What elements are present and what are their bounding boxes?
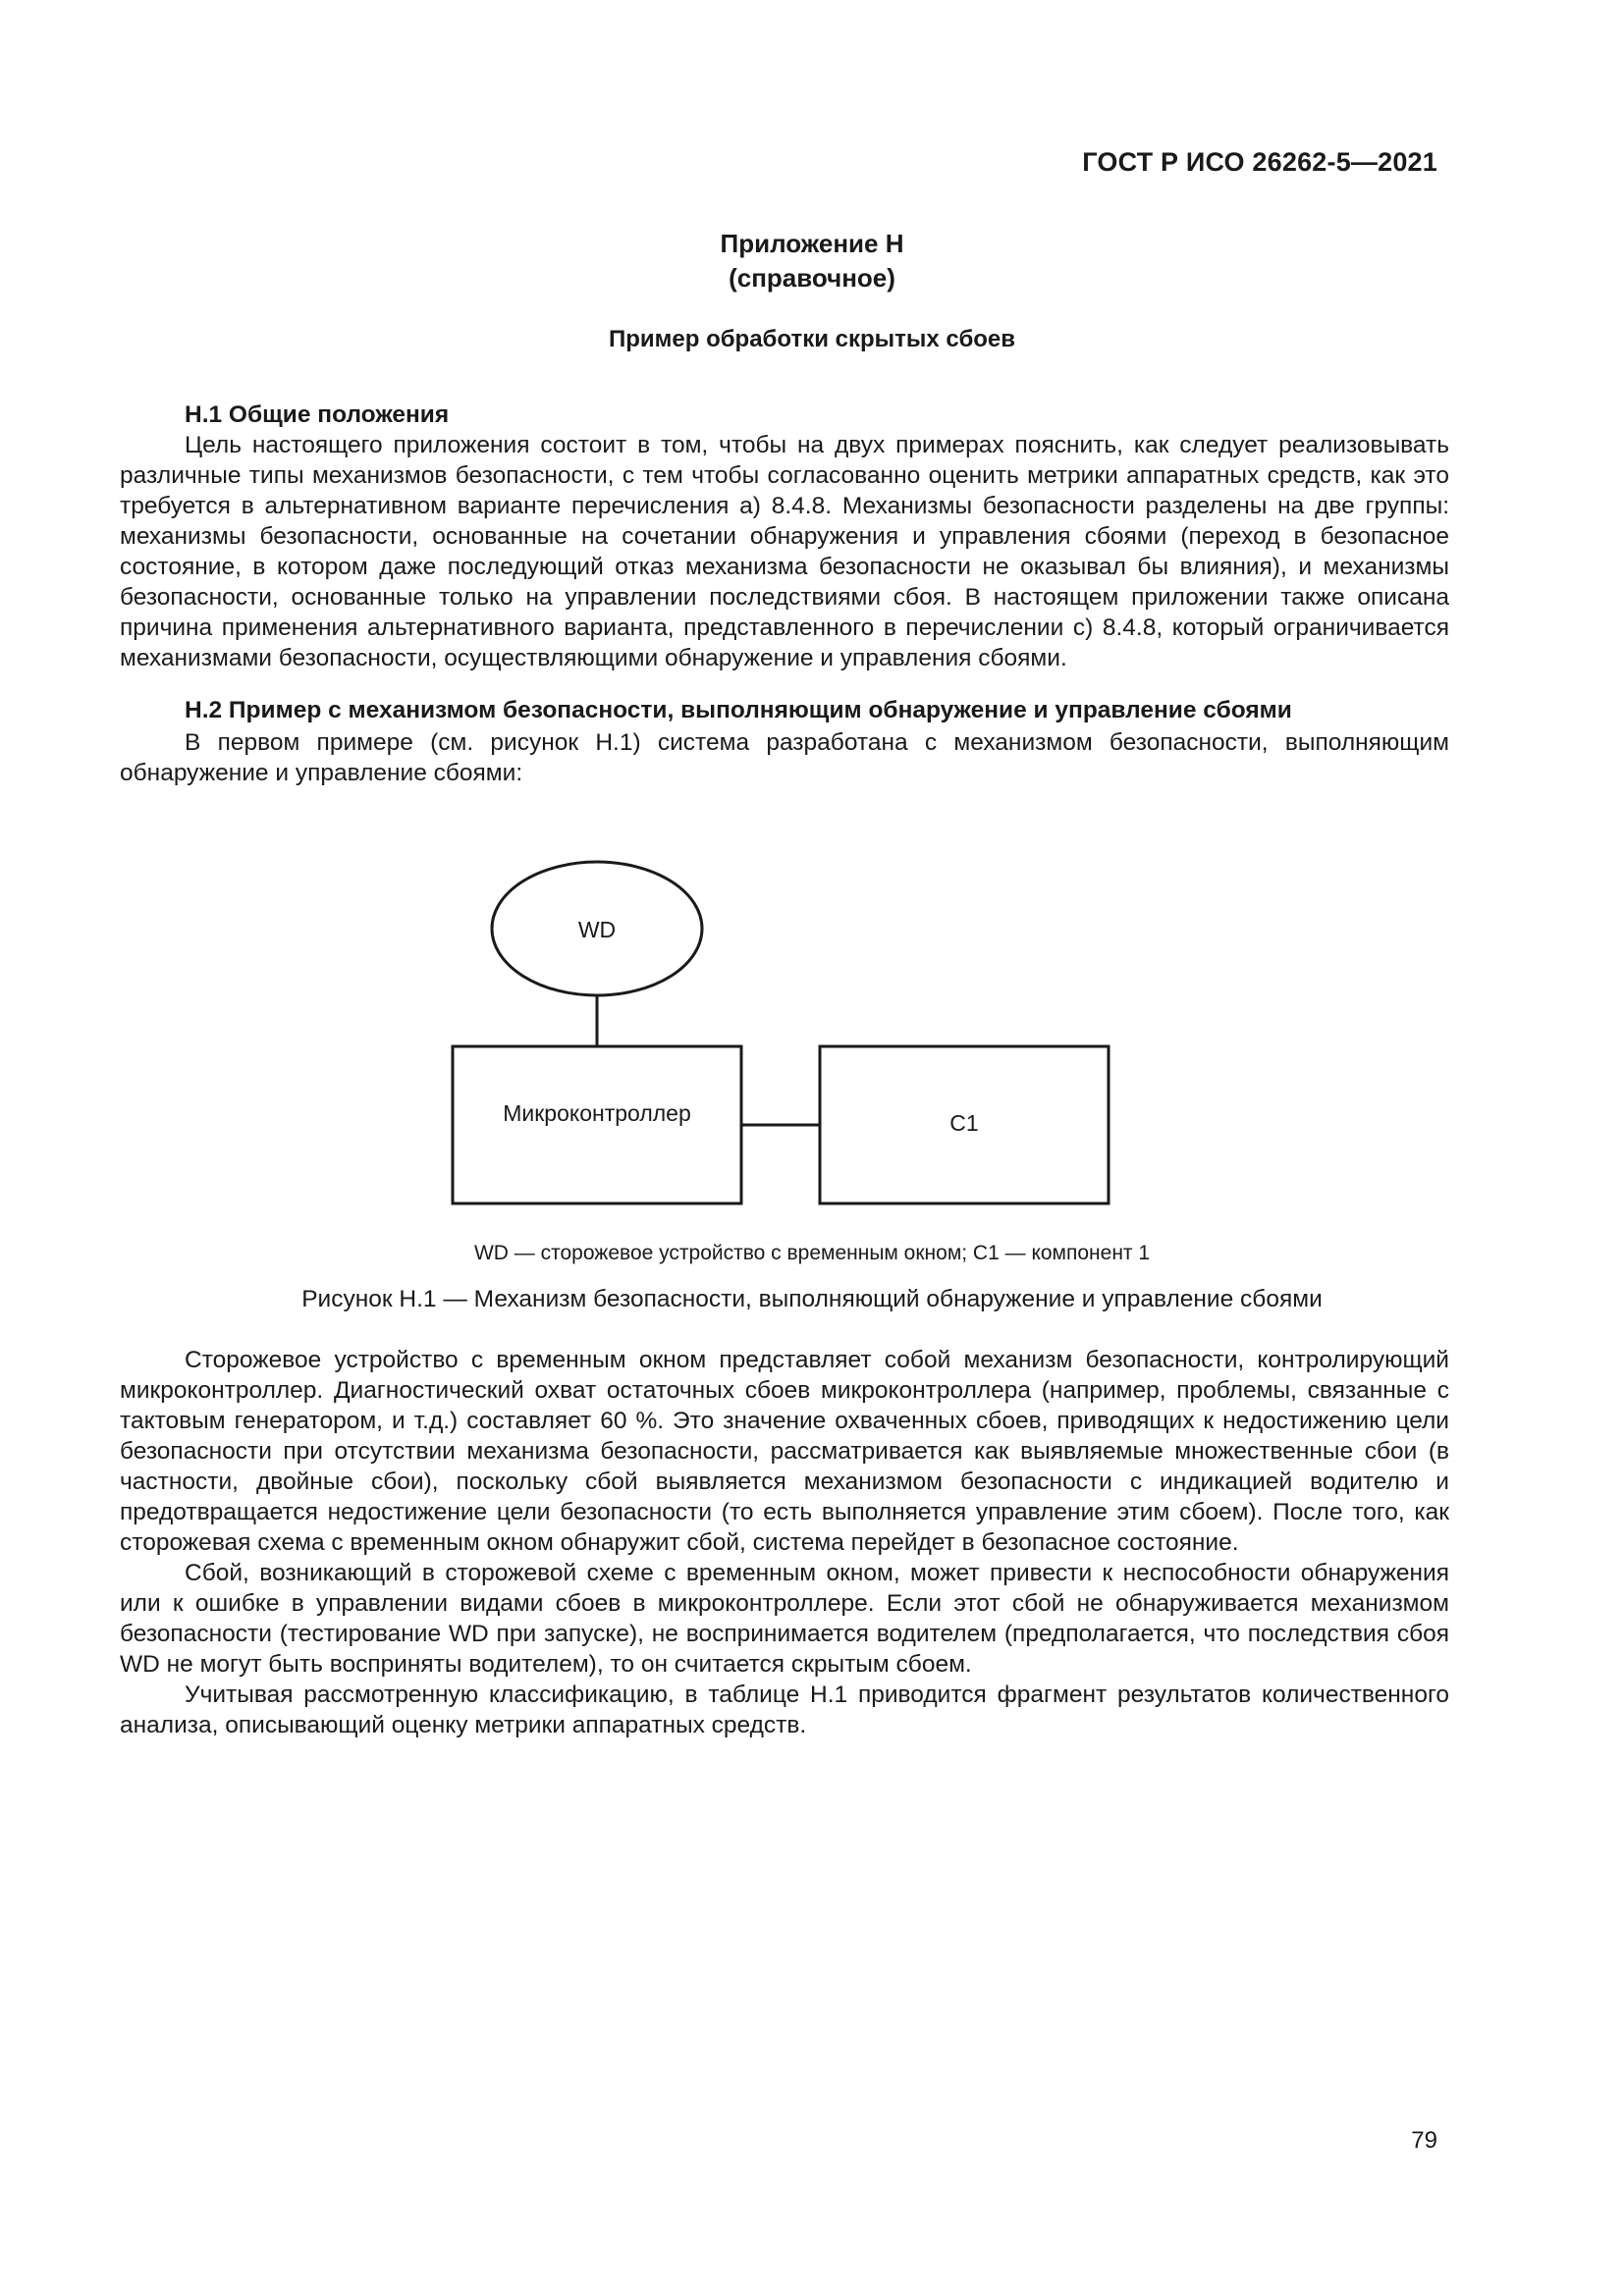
- microcontroller-label: Микроконтроллер: [503, 1100, 691, 1126]
- paragraph: Сторожевое устройство с временным окном представляет собой механизм безопасности, контролирующий микроконтроллер. Диагностический охват остаточных сбоев микроконтроллера (например, проблемы, связанные с тактовым генератором, и т.д.) составляет 60 %. Это значение охваченных сбоев, приводящих к недостижению цели безопасности при отсутствии механизма безопасности, рассматривается как выявляемые множественные сбои (в частности, двойные сбои), поскольку сбой выявляется механизмом безопасности с индикацией водителю и предотвращается недостижение цели безопасности (то есть выполняется управление этим сбоем). После того, как сторожевая схема с временным окном обнаружит сбой, система перейдет в безопасное состояние.: [120, 1347, 1449, 1556]
- page-number: 79: [1411, 2127, 1437, 2154]
- section-discussion: [120, 1345, 1449, 1740]
- figure-diagram: [0, 844, 1624, 1237]
- annex-status: (справочное): [729, 263, 895, 293]
- paragraph: В первом примере (см. рисунок Н.1) система разработана с механизмом безопасности, выполняющим обнаружение и управление сбоями:: [120, 729, 1449, 786]
- section-heading: Н.2 Пример с механизмом безопасности, выполняющим обнаружение и управление сбоями: [185, 697, 1292, 723]
- annex-title: Приложение Н: [720, 229, 904, 258]
- section-heading: Н.1 Общие положения: [185, 401, 450, 428]
- paragraph: Сбой, возникающий в сторожевой схеме с временным окном, может привести к неспособности обнаружения или к ошибке в управлении видами сбоев в микроконтроллере. Если этот сбой не обнаруживается механизмом безопасности (тестирование WD при запуске), не воспринимается водителем (предполагается, что последствия сбоя WD не могут быть восприняты водителем), то он считается скрытым сбоем.: [120, 1560, 1449, 1678]
- annex-name: Пример обработки скрытых сбоев: [608, 326, 1016, 352]
- section-general: [120, 400, 1449, 673]
- paragraph: Учитывая рассмотренную классификацию, в таблице Н.1 приводится фрагмент результатов количественного анализа, описывающий оценку метрики аппаратных средств.: [120, 1682, 1449, 1738]
- figure-caption: Рисунок Н.1 — Механизм безопасности, выполняющий обнаружение и управление сбоями: [301, 1286, 1323, 1312]
- section-example: [120, 695, 1449, 788]
- wd-label: WD: [577, 917, 617, 942]
- paragraph: Цель настоящего приложения состоит в том, чтобы на двух примерах пояснить, как следует реализовывать различные типы механизмов безопасности, с тем чтобы согласованно оценить метрики аппаратных средств, как это требуется в альтернативном варианте перечисления а) 8.4.8. Механизмы безопасности разделены на две группы: механизмы безопасности, основанные на сочетании обнаружения и управления сбоями (переход в безопасное состояние, в котором даже последующий отказ механизма безопасности не оказывал бы влияния), и механизмы безопасности, основанные только на управлении последствиями сбоя. В настоящем приложении также описана причина применения альтернативного варианта, представленного в перечислении с) 8.4.8, который ограничивается механизмами безопасности, осуществляющими обнаружение и управления сбоями.: [120, 432, 1449, 671]
- standard-code: ГОСТ Р ИСО 26262-5—2021: [1082, 147, 1437, 177]
- figure-legend: WD — сторожевое устройство с временным окном; C1 — компонент 1: [473, 1242, 1151, 1264]
- c1-label: C1: [949, 1110, 979, 1136]
